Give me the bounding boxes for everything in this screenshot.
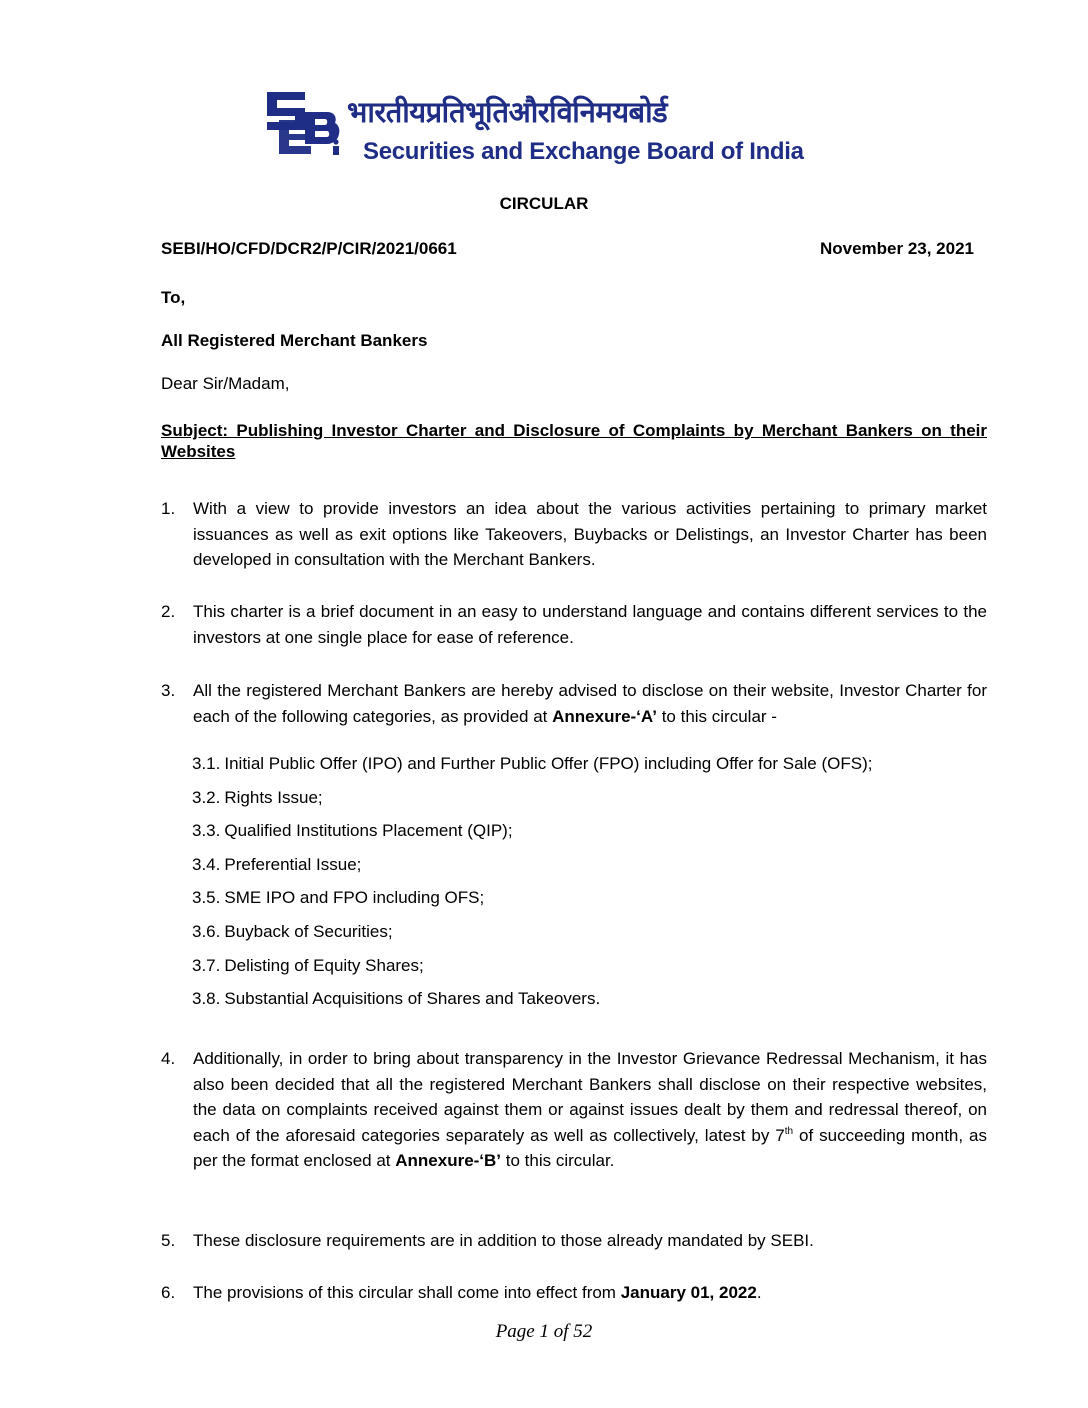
list-item-text: Initial Public Offer (IPO) and Further Public Offer (FPO) including Offer for Sale (OFS); [224,754,873,773]
subject-line: Subject: Publishing Investor Charter and Disclosure of Complaints by Merchant Bankers on their Websites [161,421,987,461]
list-item-number: 3.3. [192,821,221,841]
paragraph-6 [161,1280,987,1306]
annexure-b-reference: Annexure-‘B’ [395,1151,502,1170]
page-number: Page 1 of 52 [495,1321,593,1342]
salutation: Dear Sir/Madam, [161,374,290,393]
paragraph-number: 4. [161,1049,176,1068]
english-title: Securities and Exchange Board of India [363,138,804,165]
paragraph-text-part: . [756,1283,762,1302]
list-item-text: SME IPO and FPO including OFS; [224,888,485,908]
paragraph-3 [161,678,987,729]
list-item [192,953,872,987]
list-item [192,785,872,819]
paragraph-4 [161,1046,987,1174]
paragraph-text [193,1046,987,1174]
list-item [192,852,872,886]
paragraph-number: 3. [161,681,176,700]
list-item-text: Buyback of Securities; [224,921,393,941]
paragraph-text-part: to this circular - [656,706,777,726]
list-item-number: 3.8. [192,989,221,1009]
paragraph-text-part: Additionally, in order to bring about transparency in the Investor Grievance Redressal Mechanism, it has also been decided that all the registered Merchant Bankers shall disclose on their respective websites, the data on complaints received against them or against issues dealt by them and redressal thereof, on each of the aforesaid categories separately as well as collectively, latest by 7 [193,1049,987,1145]
paragraph-number: 6. [161,1283,176,1302]
list-item-text: Preferential Issue; [224,854,362,874]
list-item [192,818,872,852]
list-item-text: Substantial Acquisitions of Shares and Takeovers. [224,989,601,1009]
circular-date: November 23, 2021 [819,239,974,258]
paragraph-text: This charter is a brief document in an easy to understand language and contains different services to the investors at one single place for ease of reference. [193,602,987,647]
ordinal-superscript: th [784,1125,794,1137]
circular-reference: SEBI/HO/CFD/DCR2/P/CIR/2021/0661 [161,239,457,258]
effective-date: January 01, 2022 [620,1283,757,1302]
paragraph-text: With a view to provide investors an idea about the various activities pertaining to primary market issuances as well as exit options like Takeovers, Buybacks or Delistings, an Investor Charter has been developed in consultation with the Merchant Bankers. [193,499,987,569]
paragraph-text-part: All the registered Merchant Bankers are hereby advised to disclose on their website, Investor Charter for each of the following categories, as provided at [193,681,987,726]
paragraph-1 [161,496,987,573]
document-type: CIRCULAR [499,194,589,213]
paragraph-number: 2. [161,602,176,621]
category-list [192,751,872,1020]
paragraph-number: 1. [161,499,176,518]
paragraph-text-part: to this circular. [501,1151,615,1170]
to-line: To, [161,288,186,307]
paragraph-text-part: The provisions of this circular shall come into effect from [193,1283,621,1302]
annexure-a-reference: Annexure-‘A’ [552,706,657,726]
letterhead [265,90,885,165]
paragraph-text: These disclosure requirements are in addition to those already mandated by SEBI. [193,1231,814,1250]
list-item-number: 3.7. [192,955,221,975]
list-item-text: Delisting of Equity Shares; [224,955,424,975]
paragraph-text-part: of succeeding month, as per the format enclosed at [193,1125,987,1170]
paragraph-text [193,1280,987,1306]
sebi-logo-icon [265,90,341,156]
list-item-text: Qualified Institutions Placement (QIP); [224,821,513,841]
paragraph-text [193,678,987,729]
paragraph-2 [161,599,987,650]
list-item [192,986,872,1020]
list-item-number: 3.1. [192,754,221,773]
paragraph-number: 5. [161,1231,176,1250]
hindi-title: भारतीयप्रतिभूतिऔरविनिमयबोर्ड [347,95,668,129]
list-item-text: Rights Issue; [224,787,323,807]
paragraph-5 [161,1228,987,1254]
list-item-number: 3.6. [192,921,221,941]
addressee: All Registered Merchant Bankers [161,331,428,350]
list-item [192,751,872,785]
list-item-number: 3.4. [192,854,221,874]
list-item-number: 3.2. [192,787,221,807]
list-item [192,885,872,919]
list-item [192,919,872,953]
list-item-number: 3.5. [192,888,221,908]
